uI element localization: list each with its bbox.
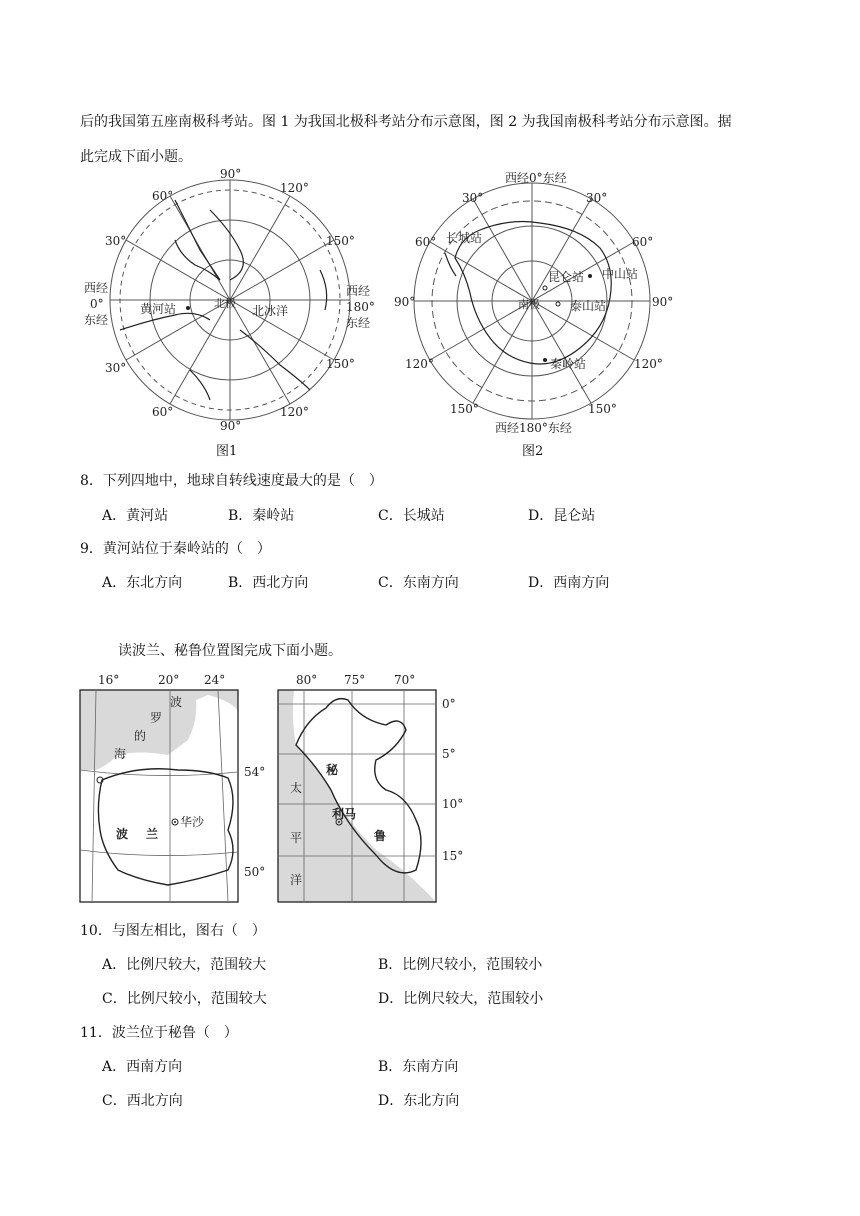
label-s30: 30° <box>105 361 127 375</box>
label-w90: 90° <box>394 295 416 309</box>
right-lat15: 15° <box>442 849 464 863</box>
q9-option-b[interactable]: B．西北方向 <box>228 575 309 591</box>
label-s150r: 150° <box>588 402 617 416</box>
label-zero: 0° <box>90 297 104 311</box>
poland-map <box>78 670 266 906</box>
label-n60r: 60° <box>632 235 654 249</box>
zhongshan-dot <box>588 274 592 278</box>
left-lat1: 54° <box>244 765 266 779</box>
q10-option-b[interactable]: B．比例尺较小，范围较小 <box>378 957 543 973</box>
left-lon3: 24° <box>204 673 226 687</box>
intro-line-1: 后的我国第五座南极科考站。图 1 为我国北极科考站分布示意图，图 2 为我国南极科考站分布示意图。据 <box>80 114 732 130</box>
sea-char-4: 海 <box>114 747 127 761</box>
label-east: 东经 <box>84 313 109 327</box>
q10-option-c[interactable]: C．比例尺较小，范围较大 <box>102 991 267 1007</box>
label-east2: 东经 <box>346 316 371 330</box>
label-arctic-ocean: 北冰洋 <box>252 304 289 318</box>
label-bottom: 西经180°东经 <box>495 421 572 435</box>
label-n60l: 60° <box>415 235 437 249</box>
label-west: 西经 <box>84 281 109 295</box>
intro-line-2: 此完成下面小题。 <box>80 149 192 165</box>
left-lon1: 16° <box>98 673 120 687</box>
label-top: 西经0°东经 <box>505 171 567 185</box>
label-warsaw: 华沙 <box>180 815 205 829</box>
q11-option-a[interactable]: A．西南方向 <box>102 1059 183 1075</box>
q9-option-d[interactable]: D．西南方向 <box>528 575 610 591</box>
right-lon1: 80° <box>296 673 318 687</box>
q10-option-d[interactable]: D．比例尺较大，范围较小 <box>378 991 544 1007</box>
arctic-map <box>80 167 380 450</box>
q10-stem: 10．与图左相比，图右（ ） <box>80 923 266 939</box>
label-s90: 90° <box>220 419 242 433</box>
antarctic-map <box>390 168 680 438</box>
label-huanghe: 黄河站 <box>140 302 177 316</box>
sea-char-3: 的 <box>134 729 147 743</box>
q11-option-b[interactable]: B．东南方向 <box>378 1059 459 1075</box>
q8-stem: 8．下列四地中，地球自转线速度最大的是（ ） <box>80 473 383 489</box>
label-s120: 120° <box>280 405 309 419</box>
label-south-pole: 南极 <box>518 298 540 311</box>
taishan-dot <box>556 302 560 306</box>
q10-option-a[interactable]: A．比例尺较大，范围较大 <box>102 957 267 973</box>
poland-char-2: 兰 <box>146 827 159 841</box>
peru-map <box>276 670 466 906</box>
pacific-char-1: 太 <box>290 781 303 795</box>
label-zhongshan: 中山站 <box>602 267 639 281</box>
q11-option-c[interactable]: C．西北方向 <box>102 1093 183 1109</box>
right-lat10: 10° <box>442 797 464 811</box>
intro-2: 读波兰、秘鲁位置图完成下面小题。 <box>118 643 342 659</box>
label-kunlun: 昆仑站 <box>548 270 585 284</box>
label-n150: 150° <box>326 234 355 248</box>
fig1-caption: 图1 <box>216 444 238 459</box>
right-lat5: 5° <box>442 747 456 761</box>
kunlun-dot <box>543 286 547 290</box>
peru-char-2: 鲁 <box>374 829 387 843</box>
label-n60: 60° <box>152 189 174 203</box>
label-changcheng: 长城站 <box>446 231 483 245</box>
q8-option-d[interactable]: D．昆仑站 <box>528 508 596 524</box>
label-qinling: 秦岭站 <box>550 357 587 371</box>
label-n30l: 30° <box>462 191 484 205</box>
label-taishan: 泰山站 <box>570 299 607 313</box>
label-s120r: 120° <box>634 357 663 371</box>
q8-option-b[interactable]: B．秦岭站 <box>228 508 295 524</box>
q8-option-c[interactable]: C．长城站 <box>378 508 445 524</box>
label-west2: 西经 <box>346 284 371 298</box>
label-north-pole: 北极 <box>214 297 236 310</box>
label-e90: 90° <box>652 295 674 309</box>
label-n30r: 30° <box>586 191 608 205</box>
right-lon3: 70° <box>394 673 416 687</box>
left-lat2: 50° <box>244 865 266 879</box>
sea-char-2: 罗 <box>150 711 163 725</box>
q9-option-a[interactable]: A．东北方向 <box>102 575 183 591</box>
poland-char-1: 波 <box>116 827 129 841</box>
peru-char-1: 秘 <box>326 763 339 777</box>
sea-char-1: 波 <box>170 695 183 709</box>
label-s150: 150° <box>326 357 355 371</box>
label-e180: 180° <box>346 300 375 314</box>
label-lima: 利马 <box>332 807 357 821</box>
label-n30: 30° <box>105 234 127 248</box>
right-lat0: 0° <box>442 697 456 711</box>
label-n120: 120° <box>280 181 309 195</box>
left-lon2: 20° <box>158 673 180 687</box>
pacific-ocean <box>278 690 436 902</box>
right-lon2: 75° <box>344 673 366 687</box>
baltic-sea <box>80 690 238 770</box>
q11-stem: 11．波兰位于秘鲁（ ） <box>80 1025 238 1041</box>
huanghe-station-dot <box>186 306 190 310</box>
label-s60: 60° <box>152 405 174 419</box>
label-s120l: 120° <box>405 357 434 371</box>
fig2-caption: 图2 <box>522 444 544 459</box>
label-s150l: 150° <box>450 402 479 416</box>
q11-option-d[interactable]: D．东北方向 <box>378 1093 460 1109</box>
pacific-char-3: 洋 <box>290 873 303 887</box>
q8-option-a[interactable]: A．黄河站 <box>102 508 169 524</box>
qinling-dot <box>543 358 547 362</box>
pacific-char-2: 平 <box>290 831 303 845</box>
label-n90: 90° <box>220 167 242 181</box>
q9-stem: 9．黄河站位于秦岭站的（ ） <box>80 541 271 557</box>
q9-option-c[interactable]: C．东南方向 <box>378 575 459 591</box>
